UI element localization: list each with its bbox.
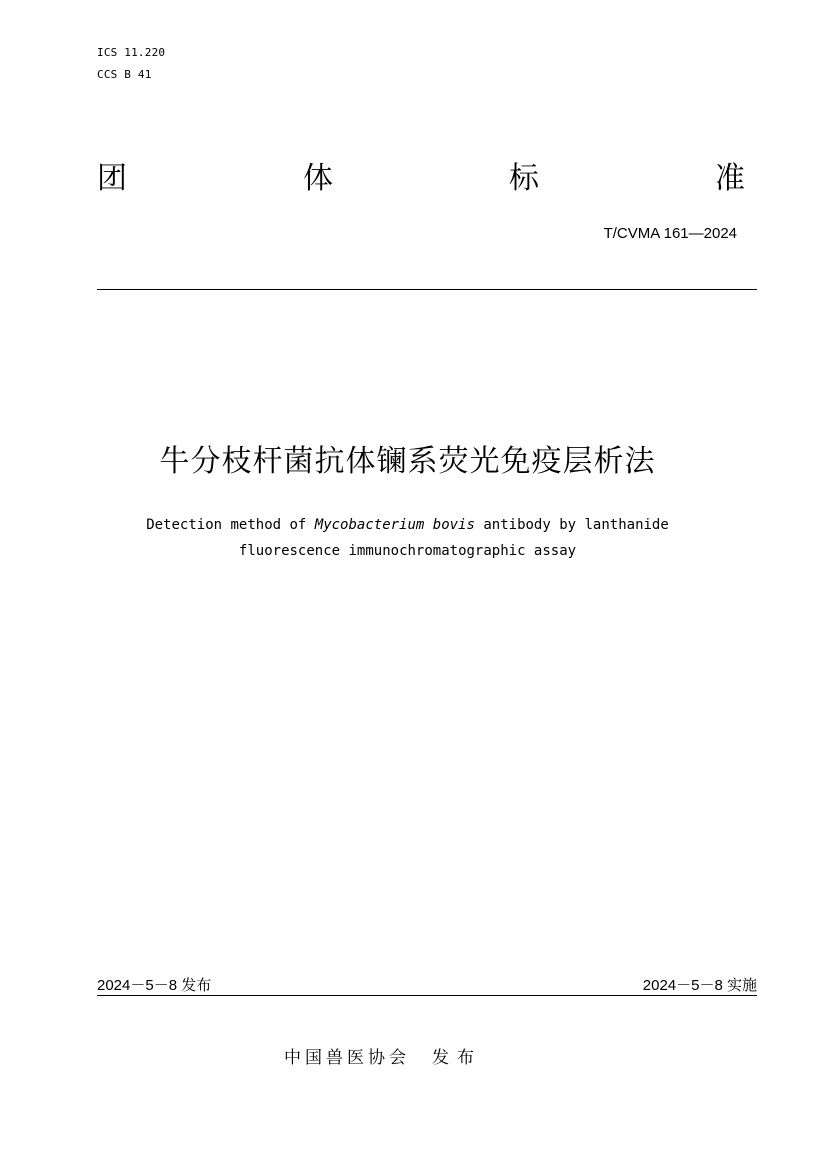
standard-type-char: 团 <box>97 161 127 196</box>
publish-date: 2024－5－8 发布 <box>97 977 212 994</box>
ccs-code: CCS B 41 <box>97 68 152 81</box>
title-english-suffix: antibody by lanthanide <box>474 517 669 533</box>
title-english <box>0 512 815 564</box>
title-english-line-1 <box>0 512 815 538</box>
publisher-organization: 中国兽医协会 <box>284 1048 410 1068</box>
standard-type-char: 体 <box>303 161 333 196</box>
header-divider <box>97 289 757 290</box>
date-row <box>97 976 757 996</box>
title-english-prefix: Detection method of <box>146 517 315 533</box>
footer-divider <box>97 995 757 996</box>
title-english-species: Mycobacterium bovis <box>314 517 475 533</box>
publisher-action: 发布 <box>432 1048 482 1068</box>
classification-codes <box>97 42 165 86</box>
implement-date: 2024－5－8 实施 <box>642 977 757 994</box>
standard-type-heading <box>97 160 745 198</box>
standard-code: T/CVMA 161—2024 <box>603 225 737 242</box>
standard-type-char: 准 <box>715 161 745 196</box>
ics-code: ICS 11.220 <box>97 46 166 59</box>
publisher-line <box>284 1046 482 1070</box>
title-english-line-2: fluorescence immunochromatographic assay <box>238 543 577 559</box>
standard-type-char: 标 <box>509 161 539 196</box>
title-chinese: 牛分枝杆菌抗体镧系荧光免疫层析法 <box>159 444 656 479</box>
